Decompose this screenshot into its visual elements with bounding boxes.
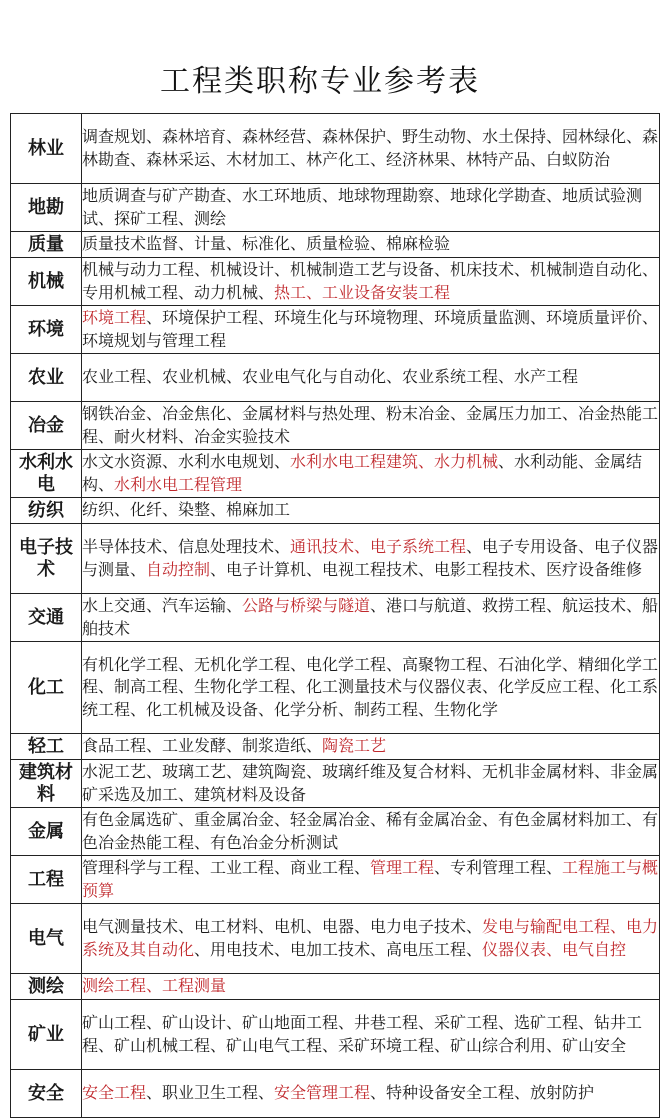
category-cell: 安全 [11, 1070, 82, 1118]
table-row [11, 354, 660, 402]
category-cell: 轻工 [11, 734, 82, 760]
specialty-list-cell [82, 450, 660, 498]
specialty-list-cell [82, 306, 660, 354]
specialty-text: 钢铁冶金、冶金焦化、金属材料与热处理、粉末冶金、金属压力加工、冶金热能工程、耐火材料、冶金实验技术 [82, 404, 659, 446]
highlighted-specialty-text: 自动控制 [146, 559, 211, 579]
specialty-text: 有色金属选矿、重金属冶金、轻金属冶金、稀有金属冶金、有色金属材料加工、有色冶金热能工程、有色冶金分析测试 [82, 810, 659, 852]
table-row [11, 642, 660, 734]
category-cell: 电气 [11, 904, 82, 974]
highlighted-specialty-text: 通讯技术、电子系统工程 [290, 537, 467, 556]
specialty-list-cell [82, 856, 660, 904]
specialty-text: 水文水资源、水利水电规划、 [82, 452, 291, 471]
category-cell: 化工 [11, 642, 82, 734]
table-row [11, 760, 660, 808]
specialty-text: 、专利管理工程、 [434, 858, 563, 877]
specialty-text: 、电子计算机、电视工程技术、电影工程技术、医疗设备维修 [210, 559, 643, 579]
specialty-text: 、水利动能、金属结构、 [82, 452, 643, 494]
specialty-text: 、特种设备安全工程、放射防护 [370, 1083, 595, 1103]
table-row [11, 498, 660, 524]
specialty-list-cell [82, 402, 660, 450]
highlighted-specialty-text: 水利水电工程建筑、水力机械 [290, 452, 499, 471]
specialty-list-cell [82, 1000, 660, 1070]
category-cell: 交通 [11, 594, 82, 642]
highlighted-specialty-text: 仪器仪表、电气自控 [482, 939, 627, 959]
table-row [11, 402, 660, 450]
specialty-list-cell [82, 642, 660, 734]
specialty-list-cell [82, 734, 660, 760]
table-row [11, 974, 660, 1000]
specialty-text: 机械与动力工程、机械设计、机械制造工艺与设备、机床技术、机械制造自动化、专用机械工程、动力机械、 [82, 260, 659, 302]
category-cell: 建筑材料 [11, 760, 82, 808]
table-row [11, 524, 660, 594]
table-row [11, 184, 660, 232]
specialty-list-cell [82, 808, 660, 856]
specialty-text: 管理科学与工程、工业工程、商业工程、 [82, 858, 371, 877]
highlighted-specialty-text: 安全工程 [82, 1083, 147, 1103]
specialty-list-cell [82, 114, 660, 184]
specialty-text: 、港口与航道、救捞工程、航运技术、船舶技术 [82, 596, 659, 638]
specialty-text: 、环境保护工程、环境生化与环境物理、环境质量监测、环境质量评价、环境规划与管理工程 [82, 308, 659, 350]
table-row [11, 808, 660, 856]
specialty-text: 、用电技术、电加工技术、高电压工程、 [194, 939, 483, 959]
table-row [11, 114, 660, 184]
table-row [11, 1000, 660, 1070]
category-cell: 水利水电 [11, 450, 82, 498]
category-cell: 纺织 [11, 498, 82, 524]
specialty-list-cell [82, 1070, 660, 1118]
specialty-list-cell [82, 184, 660, 232]
specialty-text: 质量技术监督、计量、标准化、质量检验、棉麻检验 [82, 234, 451, 254]
table-row [11, 594, 660, 642]
specialty-text: 矿山工程、矿山设计、矿山地面工程、井巷工程、采矿工程、选矿工程、钻井工程、矿山机械工程、矿山电气工程、采矿环境工程、矿山综合利用、矿山安全 [82, 1013, 643, 1055]
specialty-list-cell [82, 232, 660, 258]
specialty-text: 农业工程、农业机械、农业电气化与自动化、农业系统工程、水产工程 [82, 367, 579, 387]
specialty-text: 电气测量技术、电工材料、电机、电器、电力电子技术、 [82, 917, 483, 936]
specialty-text: 纺织、化纤、染整、棉麻加工 [82, 500, 291, 520]
category-cell: 金属 [11, 808, 82, 856]
category-cell: 测绘 [11, 974, 82, 1000]
highlighted-specialty-text: 陶瓷工艺 [322, 736, 387, 756]
table-row [11, 904, 660, 974]
category-cell: 冶金 [11, 402, 82, 450]
table-row [11, 232, 660, 258]
highlighted-specialty-text: 测绘工程、工程测量 [82, 976, 227, 996]
highlighted-specialty-text: 环境工程 [82, 308, 147, 327]
specialty-list-cell [82, 498, 660, 524]
highlighted-specialty-text: 公路与桥梁与隧道 [242, 596, 371, 615]
table-row [11, 856, 660, 904]
table-row [11, 258, 660, 306]
highlighted-specialty-text: 水利水电工程管理 [114, 474, 243, 494]
table-row [11, 306, 660, 354]
table-row [11, 450, 660, 498]
highlighted-specialty-text: 发电与输配电工程、电力系统及其自动化 [82, 917, 659, 959]
specialty-text: 调查规划、森林培育、森林经营、森林保护、野生动物、水土保持、园林绿化、森林勘查、森林采运、木材加工、林产化工、经济林果、林特产品、白蚁防治 [82, 127, 659, 169]
category-cell: 林业 [11, 114, 82, 184]
category-cell: 矿业 [11, 1000, 82, 1070]
category-cell: 质量 [11, 232, 82, 258]
highlighted-specialty-text: 热工、工业设备安装工程 [274, 282, 451, 302]
highlighted-specialty-text: 管理工程 [370, 858, 435, 877]
category-cell: 环境 [11, 306, 82, 354]
specialty-list-cell [82, 524, 660, 594]
reference-table [10, 113, 660, 1118]
specialty-text: 半导体技术、信息处理技术、 [82, 537, 291, 556]
specialty-text: 地质调查与矿产勘查、水工环地质、地球物理勘察、地球化学勘查、地质试验测试、探矿工程、测绘 [82, 186, 643, 228]
specialty-list-cell [82, 904, 660, 974]
highlighted-specialty-text: 工程施工与概预算 [82, 858, 659, 900]
page-title: 工程类职称专业参考表 [160, 64, 480, 99]
specialty-text: 食品工程、工业发酵、制浆造纸、 [82, 736, 323, 756]
specialty-text: 水泥工艺、玻璃工艺、建筑陶瓷、玻璃纤维及复合材料、无机非金属材料、非金属矿采选及加工、建筑材料及设备 [82, 762, 659, 804]
specialty-list-cell [82, 760, 660, 808]
specialty-text: 、电子专用设备、电子仪器与测量、 [82, 537, 659, 579]
specialty-list-cell [82, 258, 660, 306]
specialty-text: 水上交通、汽车运输、 [82, 596, 243, 615]
table-row [11, 734, 660, 760]
category-cell: 农业 [11, 354, 82, 402]
specialty-list-cell [82, 354, 660, 402]
category-cell: 工程 [11, 856, 82, 904]
category-cell: 地勘 [11, 184, 82, 232]
specialty-text: 、职业卫生工程、 [146, 1083, 275, 1103]
table-row [11, 1070, 660, 1118]
category-cell: 机械 [11, 258, 82, 306]
specialty-list-cell [82, 594, 660, 642]
highlighted-specialty-text: 安全管理工程 [274, 1083, 371, 1103]
category-cell: 电子技术 [11, 524, 82, 594]
specialty-text: 有机化学工程、无机化学工程、电化学工程、高聚物工程、石油化学、精细化学工程、制高工程、生物化学工程、化工测量技术与仪器仪表、化学反应工程、化工系统工程、化工机械及设备、化学分析、制药工程、生物化学 [82, 654, 659, 719]
specialty-list-cell [82, 974, 660, 1000]
